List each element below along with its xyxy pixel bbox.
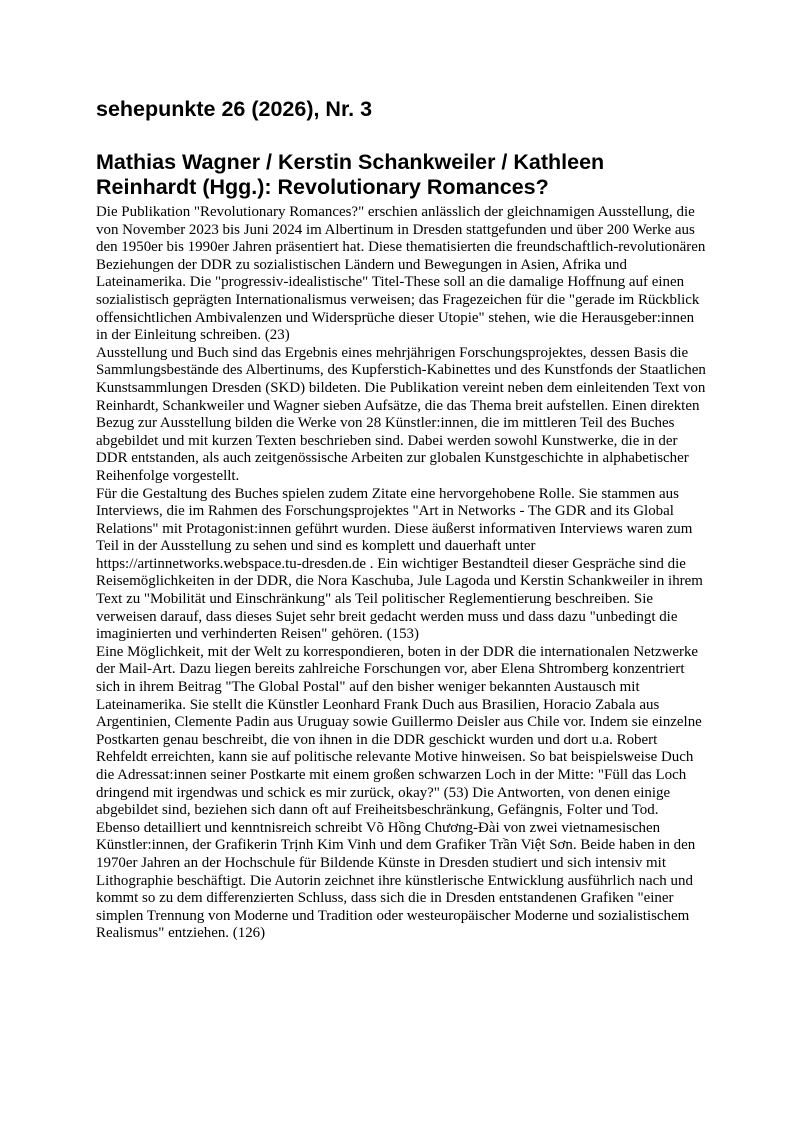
paragraph: Ebenso detailliert und kenntnisreich schreibt Võ Hồng Chương-Đài von zwei vietnamesischen Künstler:innen, der Grafikerin Trịnh Kim Vinh und dem Grafiker Trần Việt Sơn. Beide haben in den 1970er Jahren an der Hochschule für Bildende Künste in Dresden studiert und sich intensiv mit Lithographie beschäftigt. Die Autorin zeichnet ihre künstlerische Entwicklung ausführlich nach und kommt so zu dem differenzierten Schluss, dass sich die in Dresden entstandenen Grafiken "einer simplen Trennung von Moderne und Tradition oder westeuropäischer Moderne und sozialistischem Realismus" entziehen. (126)	[96, 819, 696, 942]
document-page	[96, 96, 708, 943]
paragraph: Für die Gestaltung des Buches spielen zudem Zitate eine hervorgehobene Rolle. Sie stammen aus Interviews, die im Rahmen des Forschungsprojektes "Art in Networks - The GDR and its Global Relations" mit Protagonist:innen geführt wurden. Diese äußerst informativen Interviews waren zum Teil in der Ausstellung zu sehen und sind es komplett und dauerhaft unter https://artinnetworks.webspace.tu-dresden.de . Ein wichtiger Bestandteil dieser Gespräche sind die Reisemöglichkeiten in der DDR, die Nora Kaschuba, Jule Lagoda und Kerstin Schankweiler in ihrem Text zu "Mobilität und Einschränkung" als Teil politischer Reglementierung beschreiben. Sie verweisen darauf, dass dieses Sujet sehr breit gedacht werden muss und dass dazu "unbedingt die imaginierten und verhinderten Reisen" gehören. (153)	[96, 485, 703, 643]
paragraph: Ausstellung und Buch sind das Ergebnis eines mehrjährigen Forschungsprojektes, dessen Basis die Sammlungsbestände des Albertinums, des Kupferstich-Kabinettes und des Kunstfonds der Staatlichen Kunstsammlungen Dresden (SKD) bildeten. Die Publikation vereint neben dem einleitenden Text von Reinhardt, Schankweiler und Wagner sieben Aufsätze, die das Thema breit aufstellen. Einen direkten Bezug zur Ausstellung bilden die Werke von 28 Künstler:innen, die im mittleren Teil des Buches abgebildet und mit kurzen Texten beschrieben sind. Dabei werden sowohl Kunstwerke, die in der DDR entstanden, als auch zeitgenössische Arbeiten zur globalen Kunstgeschichte in alphabetischer Reihenfolge vorgestellt.	[96, 344, 706, 484]
paragraph: Eine Möglichkeit, mit der Welt zu korrespondieren, boten in der DDR die internationalen Netzwerke der Mail-Art. Dazu liegen bereits zahlreiche Forschungen vor, aber Elena Shtromberg konzentriert sich in ihrem Beitrag "The Global Postal" auf den bisher weniger bekannten Austausch mit Lateinamerika. Sie stellt die Künstler Leonhard Frank Duch aus Brasilien, Horacio Zabala aus Argentinien, Clemente Padin aus Uruguay sowie Guillermo Deisler aus Chile vor. Indem sie einzelne Postkarten genau beschreibt, die von ihnen in die DDR geschickt wurden und dort u.a. Robert Rehfeldt erreichten, kann sie auf politische relevante Motive hinweisen. So bat beispielsweise Duch die Adressat:innen seiner Postkarte mit einem großen schwarzen Loch in der Mitte: "Füll das Loch dringend mit irgendwas und schick es mir zurück, okay?" (53) Die Antworten, von denen einige abgebildet sind, beziehen sich dann oft auf Freiheitsbeschränkung, Gefängnis, Folter und Tod.	[96, 643, 702, 819]
review-body	[96, 204, 708, 943]
review-title: Mathias Wagner / Kerstin Schankweiler / Kathleen Reinhardt (Hgg.): Revolutionary Romances?	[96, 150, 605, 199]
paragraph: Die Publikation "Revolutionary Romances?" erschien anlässlich der gleichnamigen Ausstellung, die von November 2023 bis Juni 2024 im Albertinum in Dresden stattgefunden und über 200 Werke aus den 1950er bis 1990er Jahren präsentiert hat. Diese thematisierten die freundschaftlich-revolutionären Beziehungen der DDR zu sozialistischen Ländern und Bewegungen in Asien, Afrika und Lateinamerika. Die "progressiv-idealistische" Titel-These soll an die damalige Hoffnung auf einen sozialistisch geprägten Internationalismus verweisen; das Fragezeichen für die "gerade im Rückblick offensichtlichen Ambivalenzen und Widersprüche dieser Utopie" stehen, wie die Herausgeber:innen in der Einleitung schreiben. (23)	[96, 204, 706, 344]
journal-issue-heading: sehepunkte 26 (2026), Nr. 3	[96, 97, 373, 121]
